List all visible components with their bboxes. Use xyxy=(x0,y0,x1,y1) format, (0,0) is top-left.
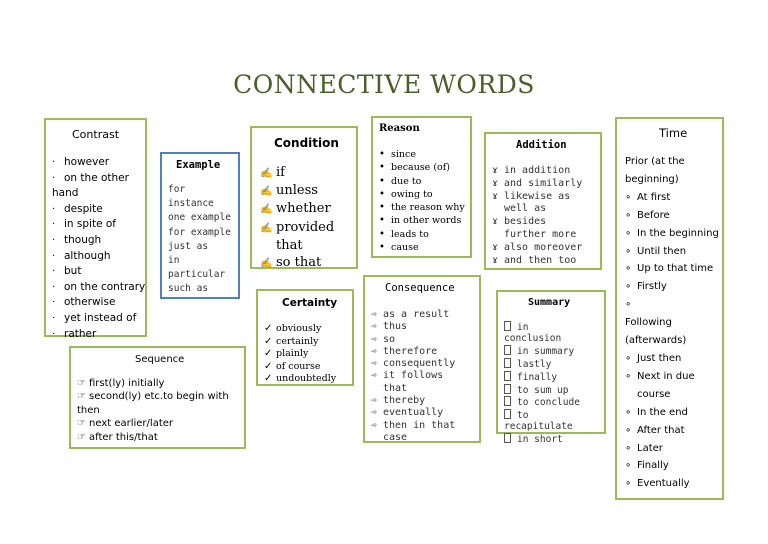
box-icon xyxy=(504,358,511,368)
list-item: in xyxy=(168,255,180,267)
list-item: ✓ obviously xyxy=(264,323,322,334)
bracket-icon: ɤ xyxy=(492,241,499,253)
list-item: in short xyxy=(504,433,580,446)
arrow-icon: ➾ xyxy=(371,358,378,370)
box-icon xyxy=(504,345,511,355)
hand-pointer-icon: ☞ xyxy=(77,431,86,443)
list-item: ∘ At first xyxy=(625,189,719,207)
list-item: · in spite of xyxy=(52,217,145,233)
list-item: ✍ if xyxy=(260,164,334,182)
condition-heading: Condition xyxy=(274,136,339,150)
list-item: beginning) xyxy=(625,173,679,185)
addition-heading: Addition xyxy=(516,139,567,151)
list-item xyxy=(625,296,719,314)
bullet-icon: • xyxy=(379,215,385,227)
list-item: then xyxy=(77,404,100,416)
arrow-icon: ➾ xyxy=(371,333,378,345)
list-item: ✍ so that xyxy=(260,254,334,272)
bullet-icon: · xyxy=(52,281,56,293)
list-item: ➾ it follows xyxy=(371,370,444,382)
hand-pointer-icon: ☞ xyxy=(77,418,86,430)
summary-list xyxy=(504,321,580,446)
bullet-icon: · xyxy=(52,219,56,231)
bullet-icon: · xyxy=(52,157,56,168)
summary-box xyxy=(496,290,606,446)
bracket-icon: ɤ xyxy=(492,254,499,266)
list-item: ➾ therefore xyxy=(371,345,438,357)
contrast-box xyxy=(44,118,147,340)
list-item: ☞ second(ly) etc.to begin with xyxy=(77,391,229,403)
checkmark-icon: ✍ xyxy=(260,258,273,270)
hand-pointer-icon: ☞ xyxy=(77,391,86,403)
list-item: just as xyxy=(168,240,209,252)
list-item: · but xyxy=(52,264,145,280)
bullet-icon: ∘ xyxy=(625,191,632,203)
checkmark-icon: ✍ xyxy=(260,186,273,198)
bullet-icon: ∘ xyxy=(625,478,632,490)
list-item: · on the other xyxy=(52,171,145,187)
list-item: well as xyxy=(504,203,547,215)
list-item: particular xyxy=(168,269,226,281)
list-item: ∘ Up to that time xyxy=(625,260,719,278)
bullet-icon: ∘ xyxy=(625,406,632,418)
list-item: to xyxy=(504,409,580,422)
addition-box xyxy=(484,132,602,270)
list-item: · on the contrary xyxy=(52,280,145,296)
sequence-heading: Sequence xyxy=(135,354,185,365)
bullet-icon: · xyxy=(52,266,56,278)
reason-list xyxy=(379,148,465,254)
list-item: ☞ after this/that xyxy=(77,431,158,443)
checkmark-icon: ✍ xyxy=(260,204,273,216)
bullet-icon: ∘ xyxy=(625,227,632,239)
page-title: CONNECTIVE WORDS xyxy=(233,70,535,99)
list-item: ɤ besides xyxy=(492,216,547,228)
list-item: ✍ unless xyxy=(260,182,334,200)
bullet-icon: • xyxy=(379,188,385,200)
list-item: · despite xyxy=(52,202,145,218)
list-item: ∘ Before xyxy=(625,207,719,225)
list-item: ☞ first(ly) initially xyxy=(77,378,165,389)
example-box xyxy=(160,152,240,299)
list-item: finally xyxy=(504,371,580,384)
box-icon xyxy=(504,433,511,443)
hand-pointer-icon: ☞ xyxy=(77,378,86,389)
contrast-list xyxy=(52,155,145,342)
bullet-icon: ∘ xyxy=(625,352,632,364)
list-item: in xyxy=(504,321,580,334)
list-item: ➾ thus xyxy=(371,321,408,333)
bullet-icon: ∘ xyxy=(625,209,632,221)
list-item: · although xyxy=(52,249,145,265)
bracket-icon: ɤ xyxy=(492,165,499,176)
bracket-icon: ɤ xyxy=(492,177,499,189)
summary-heading: Summary xyxy=(528,297,571,308)
checkmark-icon: ✍ xyxy=(260,168,273,179)
list-item: ➾ then in that xyxy=(371,419,456,431)
arrow-icon: ➾ xyxy=(371,321,378,333)
list-item: ➾ as a result xyxy=(371,309,450,320)
certainty-box xyxy=(256,289,354,386)
time-list xyxy=(625,153,719,493)
reason-heading: Reason xyxy=(379,123,420,134)
list-item: ∘ After that xyxy=(625,422,719,440)
contrast-heading: Contrast xyxy=(72,128,120,141)
list-item: • in other words xyxy=(379,215,462,227)
addition-list xyxy=(492,165,582,267)
list-item: ɤ and then too xyxy=(492,254,577,266)
condition-list xyxy=(260,164,334,272)
box-icon xyxy=(504,409,511,419)
bullet-icon: • xyxy=(379,149,385,160)
list-item: further more xyxy=(504,228,577,240)
list-item: to sum up xyxy=(504,384,580,397)
list-item: · rather xyxy=(52,327,145,343)
box-icon xyxy=(504,396,511,406)
list-item: • due to xyxy=(379,175,422,187)
bullet-icon: ∘ xyxy=(625,442,632,454)
list-item: • since xyxy=(379,149,416,160)
list-item: in summary xyxy=(504,345,580,358)
list-item: ∘ Until then xyxy=(625,243,719,261)
arrow-icon: ➾ xyxy=(371,419,378,431)
bullet-icon: · xyxy=(52,250,56,262)
condition-box xyxy=(250,126,358,269)
list-item: such as xyxy=(168,283,209,295)
list-item: lastly xyxy=(504,358,580,371)
bullet-icon: · xyxy=(52,297,56,309)
list-item: for example xyxy=(168,226,231,238)
list-item: ∘ In the end xyxy=(625,404,719,422)
consequence-box xyxy=(363,275,481,443)
list-item: ✓ certainly xyxy=(264,335,319,347)
list-item: ∘ Just then xyxy=(625,350,719,368)
list-item: ∘ Next in due xyxy=(625,368,719,386)
list-item: ∘ In the beginning xyxy=(625,225,719,243)
list-item: ➾ thereby xyxy=(371,395,426,407)
list-item: that xyxy=(383,382,408,394)
list-item: ➾ consequently xyxy=(371,358,456,370)
certainty-list xyxy=(264,323,336,386)
bullet-icon: ∘ xyxy=(625,299,632,311)
bullet-icon: • xyxy=(379,175,385,187)
list-item: • because (of) xyxy=(379,162,450,174)
bullet-icon: ∘ xyxy=(625,245,632,257)
list-item: for xyxy=(168,184,186,195)
list-item: course xyxy=(637,388,671,400)
list-item: ☞ next earlier/later xyxy=(77,418,174,430)
check-icon: ✓ xyxy=(264,348,273,360)
consequence-heading: Consequence xyxy=(385,282,455,294)
list-item: Prior (at the xyxy=(625,156,685,167)
list-item: ɤ likewise as xyxy=(492,190,571,202)
bracket-icon: ɤ xyxy=(492,216,499,228)
list-item: hand xyxy=(52,187,79,200)
check-icon: ✓ xyxy=(264,360,273,372)
bullet-icon: • xyxy=(379,202,385,214)
bullet-icon: ∘ xyxy=(625,281,632,293)
box-icon xyxy=(504,384,511,394)
bullet-icon: • xyxy=(379,242,385,254)
list-item: ✍ whether xyxy=(260,200,334,218)
list-item: ∘ Finally xyxy=(625,457,719,475)
list-item: ✓ of course xyxy=(264,360,321,372)
list-item: that xyxy=(276,237,303,253)
list-item: (afterwards) xyxy=(625,335,687,347)
list-item: recapitulate xyxy=(504,421,573,433)
list-item: ∘ Firstly xyxy=(625,278,719,296)
bullet-icon: ∘ xyxy=(625,263,632,275)
bullet-icon: · xyxy=(52,234,56,246)
list-item: ɤ and similarly xyxy=(492,177,583,189)
list-item: instance xyxy=(168,198,214,210)
list-item: ✓ plainly xyxy=(264,348,309,360)
list-item: ✓ undoubtedly xyxy=(264,373,337,385)
list-item: ɤ in addition xyxy=(492,165,571,176)
list-item: ➾ eventually xyxy=(371,407,444,419)
list-item: Following xyxy=(625,317,672,329)
reason-box xyxy=(371,116,472,258)
example-list xyxy=(168,183,231,297)
check-icon: ✓ xyxy=(264,373,273,385)
bullet-icon: · xyxy=(52,172,56,184)
arrow-icon: ➾ xyxy=(371,395,378,407)
example-heading: Example xyxy=(176,159,221,171)
arrow-icon: ➾ xyxy=(371,370,378,382)
arrow-icon: ➾ xyxy=(371,407,378,419)
arrow-icon: ➾ xyxy=(371,345,378,357)
list-item: · otherwise xyxy=(52,295,145,311)
bullet-icon: • xyxy=(379,228,385,240)
box-icon xyxy=(504,321,511,331)
list-item: • leads to xyxy=(379,228,429,240)
list-item: • owing to xyxy=(379,188,433,200)
bracket-icon: ɤ xyxy=(492,190,499,202)
list-item: one example xyxy=(168,212,231,224)
sequence-box xyxy=(69,346,246,449)
list-item: · yet instead of xyxy=(52,311,145,327)
box-icon xyxy=(504,371,511,381)
list-item: conclusion xyxy=(504,332,562,344)
bullet-icon: · xyxy=(52,312,56,324)
bullet-icon: • xyxy=(379,162,385,174)
list-item: ∘ Eventually xyxy=(625,475,719,493)
arrow-icon: ➾ xyxy=(371,309,378,320)
check-icon: ✓ xyxy=(264,335,273,347)
list-item: • cause xyxy=(379,242,419,254)
list-item: to conclude xyxy=(504,396,580,409)
list-item: ➾ so xyxy=(371,333,396,345)
bullet-icon: ∘ xyxy=(625,460,632,472)
time-heading: Time xyxy=(659,126,688,140)
time-box xyxy=(615,117,724,500)
bullet-icon: ∘ xyxy=(625,424,632,436)
check-icon: ✓ xyxy=(264,323,273,334)
certainty-heading: Certainty xyxy=(282,297,338,309)
list-item: • the reason why xyxy=(379,202,465,214)
bullet-icon: · xyxy=(52,328,56,340)
list-item: case xyxy=(383,431,408,443)
list-item: ✍ provided xyxy=(260,219,334,237)
list-item: ɤ also moreover xyxy=(492,241,583,253)
consequence-list xyxy=(371,309,455,444)
bullet-icon: ∘ xyxy=(625,370,632,382)
list-item: · however xyxy=(52,155,145,171)
bullet-icon: · xyxy=(52,203,56,215)
sequence-list xyxy=(77,377,229,444)
list-item: ∘ Later xyxy=(625,440,719,458)
checkmark-icon: ✍ xyxy=(260,222,273,234)
list-item: · though xyxy=(52,233,145,249)
